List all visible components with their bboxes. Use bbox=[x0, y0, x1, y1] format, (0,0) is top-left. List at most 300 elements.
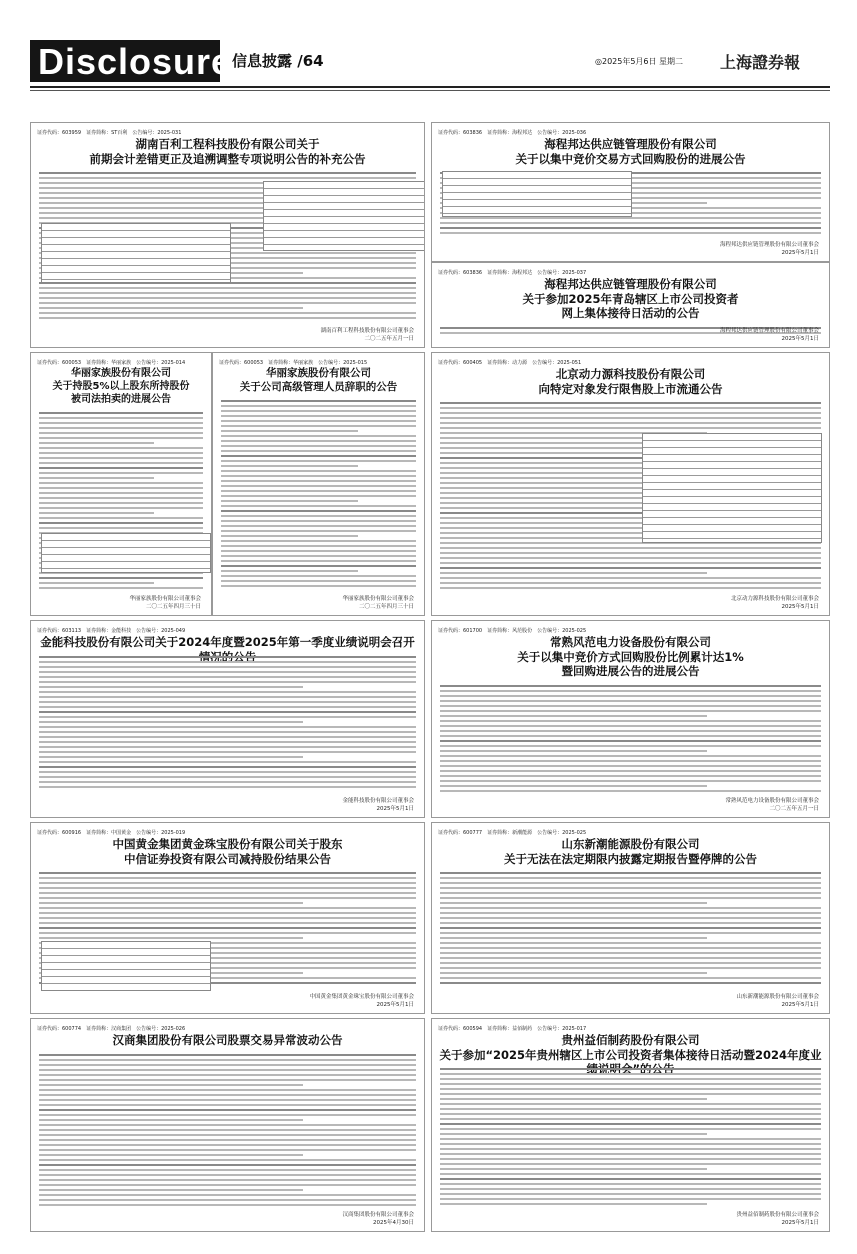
text-line bbox=[39, 1119, 303, 1121]
text-line bbox=[39, 1104, 416, 1106]
text-line bbox=[221, 580, 416, 582]
text-line bbox=[440, 750, 707, 752]
text-line bbox=[39, 477, 154, 479]
masthead-rule bbox=[30, 86, 830, 88]
text-line bbox=[39, 691, 416, 693]
text-line bbox=[39, 412, 203, 414]
announcement-box bbox=[431, 262, 830, 348]
text-line bbox=[39, 1134, 416, 1136]
title-line: 网上集体接待日活动的公告 bbox=[561, 306, 700, 320]
text-line bbox=[440, 1198, 821, 1200]
title-line: 中国黄金集团黄金珠宝股份有限公司关于股东 bbox=[112, 837, 343, 851]
text-line bbox=[221, 455, 416, 457]
newspaper-name: 上海證券報 bbox=[720, 53, 801, 72]
signature-company: 中国黄金集团黄金珠宝股份有限公司董事会 bbox=[309, 994, 414, 1000]
text-line bbox=[440, 422, 821, 424]
text-line bbox=[39, 527, 203, 529]
text-line bbox=[39, 582, 154, 584]
signature-date: 2025年5月1日 bbox=[376, 1002, 414, 1008]
stock-code-line: 证券代码：603113 证券简称：金能科技 公告编号：2025-049 bbox=[37, 628, 186, 634]
signature-block bbox=[725, 797, 819, 813]
text-line bbox=[440, 872, 821, 874]
text-line bbox=[440, 1083, 821, 1085]
signature-date: 2025年5月1日 bbox=[376, 806, 414, 812]
text-line bbox=[39, 726, 416, 728]
text-line bbox=[440, 1073, 821, 1075]
text-line bbox=[440, 977, 821, 979]
issue-date: ◎2025年5月6日 星期二 bbox=[595, 57, 684, 66]
signature-block bbox=[736, 993, 819, 1009]
text-line bbox=[440, 1173, 821, 1175]
text-line bbox=[221, 460, 416, 462]
body-text bbox=[440, 685, 821, 795]
text-line bbox=[440, 887, 821, 889]
signature-block bbox=[342, 1211, 414, 1227]
signature-company: 金能科技股份有限公司董事会 bbox=[342, 798, 414, 804]
text-line bbox=[221, 450, 416, 452]
text-line bbox=[221, 470, 416, 472]
signature-company: 北京动力源科技股份有限公司董事会 bbox=[730, 596, 819, 602]
text-line bbox=[39, 172, 416, 174]
masthead bbox=[0, 0, 857, 118]
text-line bbox=[440, 892, 821, 894]
text-line bbox=[39, 177, 416, 179]
text-line bbox=[39, 492, 203, 494]
body-text bbox=[440, 872, 821, 987]
text-line bbox=[39, 442, 154, 444]
title-line: 前期会计差错更正及追溯调整专项说明公告的补充公告 bbox=[89, 151, 366, 166]
text-line bbox=[440, 1158, 821, 1160]
announcement-title bbox=[37, 137, 418, 166]
text-line bbox=[39, 666, 416, 668]
text-line bbox=[39, 457, 203, 459]
text-line bbox=[39, 882, 416, 884]
text-line bbox=[39, 1144, 416, 1146]
signature-block bbox=[342, 595, 414, 611]
text-line bbox=[39, 892, 416, 894]
signature-company: 海程邦达供应链管理股份有限公司董事会 bbox=[719, 328, 819, 334]
text-line bbox=[440, 1148, 821, 1150]
text-line bbox=[440, 1203, 707, 1205]
text-line bbox=[39, 1054, 416, 1056]
announcement-title bbox=[37, 367, 205, 406]
title-line: 关于无法在法定期限内披露定期报告暨停牌的公告 bbox=[504, 851, 757, 866]
text-line bbox=[221, 545, 416, 547]
stock-code-line: 证券代码：601700 证券简称：风范股份 公告编号：2025-025 bbox=[438, 628, 587, 634]
text-line bbox=[221, 415, 416, 417]
text-line bbox=[221, 435, 416, 437]
text-line bbox=[440, 695, 821, 697]
text-line bbox=[39, 1084, 303, 1086]
text-line bbox=[39, 902, 303, 904]
text-line bbox=[39, 1079, 416, 1081]
text-line bbox=[440, 957, 821, 959]
text-line bbox=[39, 1174, 416, 1176]
text-line bbox=[440, 1163, 821, 1165]
text-line bbox=[221, 500, 358, 502]
text-line bbox=[221, 520, 416, 522]
text-line bbox=[39, 437, 203, 439]
text-line bbox=[440, 222, 821, 224]
text-line bbox=[39, 1169, 416, 1171]
text-line bbox=[39, 696, 416, 698]
text-line bbox=[39, 462, 203, 464]
text-line bbox=[440, 972, 707, 974]
text-line bbox=[39, 912, 416, 914]
data-table bbox=[41, 223, 231, 283]
text-line bbox=[440, 932, 821, 934]
text-line bbox=[440, 897, 821, 899]
text-line bbox=[39, 1164, 416, 1166]
title-line: 湖南百利工程科技股份有限公司关于 bbox=[135, 137, 320, 151]
text-line bbox=[440, 562, 821, 564]
text-line bbox=[39, 1089, 416, 1091]
title-line: 关于参加“2025年贵州辖区上市公司投资者集体接待日活动暨2024年度业 bbox=[439, 1047, 822, 1062]
signature-company: 海程邦达供应链管理股份有限公司董事会 bbox=[719, 242, 819, 248]
text-line bbox=[440, 775, 821, 777]
text-line bbox=[39, 472, 203, 474]
text-line bbox=[39, 1199, 416, 1201]
text-line bbox=[39, 517, 203, 519]
title-line: 北京动力源科技股份有限公司 bbox=[555, 367, 706, 381]
text-line bbox=[221, 420, 416, 422]
signature-block bbox=[342, 797, 414, 813]
text-line bbox=[440, 1113, 821, 1115]
text-line bbox=[440, 1108, 821, 1110]
text-line bbox=[221, 585, 416, 587]
text-line bbox=[221, 475, 416, 477]
text-line bbox=[39, 761, 416, 763]
title-line: 山东新潮能源股份有限公司 bbox=[561, 837, 700, 851]
body-text bbox=[440, 1068, 821, 1208]
text-line bbox=[440, 567, 821, 569]
text-line bbox=[39, 917, 416, 919]
text-line bbox=[39, 432, 203, 434]
text-line bbox=[440, 217, 821, 219]
text-line bbox=[39, 1109, 416, 1111]
text-line bbox=[440, 1103, 821, 1105]
text-line bbox=[39, 736, 416, 738]
title-line: 贵州益佰制药股份有限公司 bbox=[561, 1033, 700, 1047]
text-line bbox=[440, 1153, 821, 1155]
text-line bbox=[440, 1183, 821, 1185]
text-line bbox=[440, 700, 821, 702]
text-line bbox=[39, 312, 416, 314]
text-line bbox=[221, 565, 416, 567]
text-line bbox=[440, 1118, 821, 1120]
text-line bbox=[440, 427, 821, 429]
text-line bbox=[39, 897, 416, 899]
announcement-title bbox=[438, 137, 823, 166]
text-line bbox=[221, 515, 416, 517]
text-line bbox=[39, 907, 416, 909]
text-line bbox=[39, 1129, 416, 1131]
text-line bbox=[440, 967, 821, 969]
text-line bbox=[39, 522, 203, 524]
text-line bbox=[440, 947, 821, 949]
text-line bbox=[221, 410, 416, 412]
text-line bbox=[440, 725, 821, 727]
signature-date: 2025年5月1日 bbox=[781, 604, 819, 610]
text-line bbox=[39, 676, 416, 678]
signature-company: 湖南百利工程科技股份有限公司董事会 bbox=[320, 328, 414, 334]
text-line bbox=[39, 786, 416, 788]
text-line bbox=[221, 510, 416, 512]
text-line bbox=[39, 1204, 416, 1206]
text-line bbox=[39, 502, 203, 504]
text-line bbox=[440, 952, 821, 954]
text-line bbox=[440, 417, 821, 419]
title-line: 常熟风范电力设备股份有限公司 bbox=[550, 635, 711, 649]
text-line bbox=[39, 1189, 303, 1191]
announcement-title bbox=[219, 367, 418, 394]
text-line bbox=[440, 942, 821, 944]
text-line bbox=[440, 552, 821, 554]
text-line bbox=[440, 582, 821, 584]
signature-block bbox=[320, 327, 414, 343]
announcement-title bbox=[438, 367, 823, 396]
text-line bbox=[39, 716, 416, 718]
text-line bbox=[440, 755, 821, 757]
text-line bbox=[440, 1143, 821, 1145]
text-line bbox=[440, 937, 707, 939]
announcement-title bbox=[37, 837, 418, 866]
text-line bbox=[440, 412, 821, 414]
text-line bbox=[221, 560, 416, 562]
text-line bbox=[440, 1093, 821, 1095]
text-line bbox=[440, 402, 821, 404]
announcement-box bbox=[30, 620, 425, 818]
text-line bbox=[221, 425, 416, 427]
title-line: 海程邦达供应链管理股份有限公司 bbox=[544, 277, 717, 291]
text-line bbox=[440, 917, 821, 919]
text-line bbox=[440, 882, 821, 884]
text-line bbox=[39, 766, 416, 768]
text-line bbox=[39, 686, 303, 688]
text-line bbox=[440, 1128, 821, 1130]
text-line bbox=[39, 656, 416, 658]
announcement-box bbox=[212, 352, 425, 616]
announcement-box bbox=[431, 352, 830, 616]
text-line bbox=[39, 1149, 416, 1151]
stock-code-line: 证券代码：603959 证券简称：ST百利 公告编号：2025-031 bbox=[37, 130, 182, 136]
text-line bbox=[440, 720, 821, 722]
text-line bbox=[440, 770, 821, 772]
signature-company: 汉商集团股份有限公司董事会 bbox=[342, 1212, 414, 1218]
text-line bbox=[221, 505, 416, 507]
text-line bbox=[39, 872, 416, 874]
stock-code-line: 证券代码：603836 证券简称：海程邦达 公告编号：2025-037 bbox=[438, 270, 587, 276]
text-line bbox=[440, 577, 821, 579]
signature-company: 常熟风范电力设备股份有限公司董事会 bbox=[725, 798, 819, 804]
stock-code-line: 证券代码：600777 证券简称：新潮能源 公告编号：2025-025 bbox=[438, 830, 587, 836]
announcement-box bbox=[431, 1018, 830, 1232]
section-title: 信息披露 /64 bbox=[232, 52, 324, 70]
signature-date: 2025年4月30日 bbox=[373, 1220, 414, 1226]
text-line bbox=[440, 1068, 821, 1070]
text-line bbox=[39, 721, 303, 723]
text-line bbox=[221, 465, 358, 467]
text-line bbox=[440, 902, 707, 904]
text-line bbox=[39, 877, 416, 879]
text-line bbox=[221, 555, 416, 557]
text-line bbox=[221, 525, 416, 527]
signature-company: 贵州益佰制药股份有限公司董事会 bbox=[736, 1212, 819, 1218]
text-line bbox=[39, 507, 203, 509]
text-line bbox=[39, 681, 416, 683]
title-line: 海程邦达供应链管理股份有限公司 bbox=[544, 137, 717, 151]
text-line bbox=[221, 400, 416, 402]
text-line bbox=[440, 572, 707, 574]
body-text bbox=[39, 1054, 416, 1209]
announcement-box bbox=[431, 822, 830, 1014]
announcement-title bbox=[438, 635, 823, 679]
text-line bbox=[39, 701, 416, 703]
title-line: 华丽家族股份有限公司 bbox=[266, 367, 371, 379]
title-line: 关于以集中竞价方式回购股份比例累计达1% bbox=[517, 649, 744, 664]
text-line bbox=[39, 512, 154, 514]
masthead-rule-thin bbox=[30, 90, 830, 91]
text-line bbox=[440, 922, 821, 924]
text-line bbox=[440, 912, 821, 914]
text-line bbox=[39, 781, 416, 783]
text-line bbox=[440, 735, 821, 737]
stock-code-line: 证券代码：600594 证券简称：益佰制药 公告编号：2025-017 bbox=[438, 1026, 587, 1032]
text-line bbox=[221, 575, 416, 577]
text-line bbox=[39, 1139, 416, 1141]
text-line bbox=[39, 937, 303, 939]
signature-block bbox=[129, 595, 201, 611]
signature-date: 二〇二五年五月一日 bbox=[769, 806, 819, 812]
text-line bbox=[221, 405, 416, 407]
text-line bbox=[440, 740, 821, 742]
body-text bbox=[39, 656, 416, 791]
text-line bbox=[440, 1078, 821, 1080]
signature-date: 2025年5月1日 bbox=[781, 336, 819, 342]
text-line bbox=[39, 302, 416, 304]
text-line bbox=[39, 711, 416, 713]
text-line bbox=[221, 480, 416, 482]
text-line bbox=[39, 487, 203, 489]
text-line bbox=[39, 427, 203, 429]
text-line bbox=[440, 232, 821, 234]
text-line bbox=[39, 307, 303, 309]
announcement-box bbox=[30, 122, 425, 348]
text-line bbox=[39, 297, 416, 299]
text-line bbox=[39, 1124, 416, 1126]
signature-company: 华丽家族股份有限公司董事会 bbox=[129, 596, 201, 602]
text-line bbox=[221, 535, 358, 537]
text-line bbox=[440, 730, 821, 732]
data-table bbox=[642, 433, 822, 543]
title-line: 华丽家族股份有限公司 bbox=[71, 368, 171, 379]
body-text bbox=[221, 400, 416, 590]
text-line bbox=[39, 1194, 416, 1196]
text-line bbox=[440, 780, 821, 782]
title-line: 关于参加2025年青岛辖区上市公司投资者 bbox=[522, 291, 739, 306]
text-line bbox=[39, 1069, 416, 1071]
stock-code-line: 证券代码：600774 证券简称：汉商集团 公告编号：2025-026 bbox=[37, 1026, 186, 1032]
text-line bbox=[39, 776, 416, 778]
text-line bbox=[221, 485, 416, 487]
text-line bbox=[39, 317, 416, 319]
text-line bbox=[440, 1123, 821, 1125]
title-line: 被司法拍卖的进展公告 bbox=[71, 394, 171, 405]
text-line bbox=[39, 482, 203, 484]
text-line bbox=[39, 756, 303, 758]
text-line bbox=[440, 690, 821, 692]
text-line bbox=[39, 922, 416, 924]
text-line bbox=[39, 746, 416, 748]
text-line bbox=[440, 1138, 821, 1140]
data-table bbox=[263, 181, 425, 251]
text-line bbox=[39, 447, 203, 449]
text-line bbox=[39, 422, 203, 424]
text-line bbox=[39, 287, 416, 289]
signature-block bbox=[731, 595, 819, 611]
announcement-box bbox=[30, 822, 425, 1014]
text-line bbox=[440, 1188, 821, 1190]
announcement-title bbox=[438, 837, 823, 866]
text-line bbox=[39, 1059, 416, 1061]
text-line bbox=[440, 765, 821, 767]
signature-date: 二〇二五年五月一日 bbox=[364, 336, 414, 342]
signature-date: 2025年5月1日 bbox=[781, 250, 819, 256]
text-line bbox=[440, 407, 821, 409]
title-line: 向特定对象发行限售股上市流通公告 bbox=[538, 381, 723, 396]
signature-block bbox=[736, 1211, 819, 1227]
text-line bbox=[39, 927, 416, 929]
text-line bbox=[440, 760, 821, 762]
text-line bbox=[39, 1114, 416, 1116]
text-line bbox=[221, 490, 416, 492]
title-line: 中信证券投资有限公司减持股份结果公告 bbox=[124, 851, 331, 866]
title-line: 金能科技股份有限公司关于2024年度暨2025年第一季度业绩说明会召开 bbox=[40, 635, 415, 649]
title-line: 汉商集团股份有限公司股票交易异常波动公告 bbox=[112, 1033, 343, 1047]
stock-code-line: 证券代码：600053 证券简称：华丽家族 公告编号：2025-014 bbox=[37, 360, 186, 366]
text-line bbox=[39, 1179, 416, 1181]
signature-date: 2025年5月1日 bbox=[781, 1220, 819, 1226]
text-line bbox=[39, 1184, 416, 1186]
text-line bbox=[440, 745, 821, 747]
text-line bbox=[440, 547, 821, 549]
text-line bbox=[440, 1088, 821, 1090]
announcement-box bbox=[30, 1018, 425, 1232]
text-line bbox=[221, 550, 416, 552]
text-line bbox=[440, 877, 821, 879]
text-line bbox=[39, 497, 203, 499]
announcement-title bbox=[438, 277, 823, 321]
text-line bbox=[440, 962, 821, 964]
text-line bbox=[440, 710, 821, 712]
text-line bbox=[440, 1098, 707, 1100]
text-line bbox=[440, 685, 821, 687]
text-line bbox=[440, 1133, 707, 1135]
announcement-title bbox=[37, 1033, 418, 1048]
title-line: 关于持股5%以上股东所持股份 bbox=[52, 381, 190, 392]
text-line bbox=[39, 467, 203, 469]
text-line bbox=[39, 887, 416, 889]
text-line bbox=[221, 430, 358, 432]
text-line bbox=[440, 1178, 821, 1180]
text-line bbox=[440, 785, 707, 787]
text-line bbox=[39, 932, 416, 934]
text-line bbox=[440, 982, 821, 984]
text-line bbox=[39, 731, 416, 733]
text-line bbox=[221, 530, 416, 532]
data-table bbox=[41, 533, 211, 573]
text-line bbox=[39, 1159, 416, 1161]
